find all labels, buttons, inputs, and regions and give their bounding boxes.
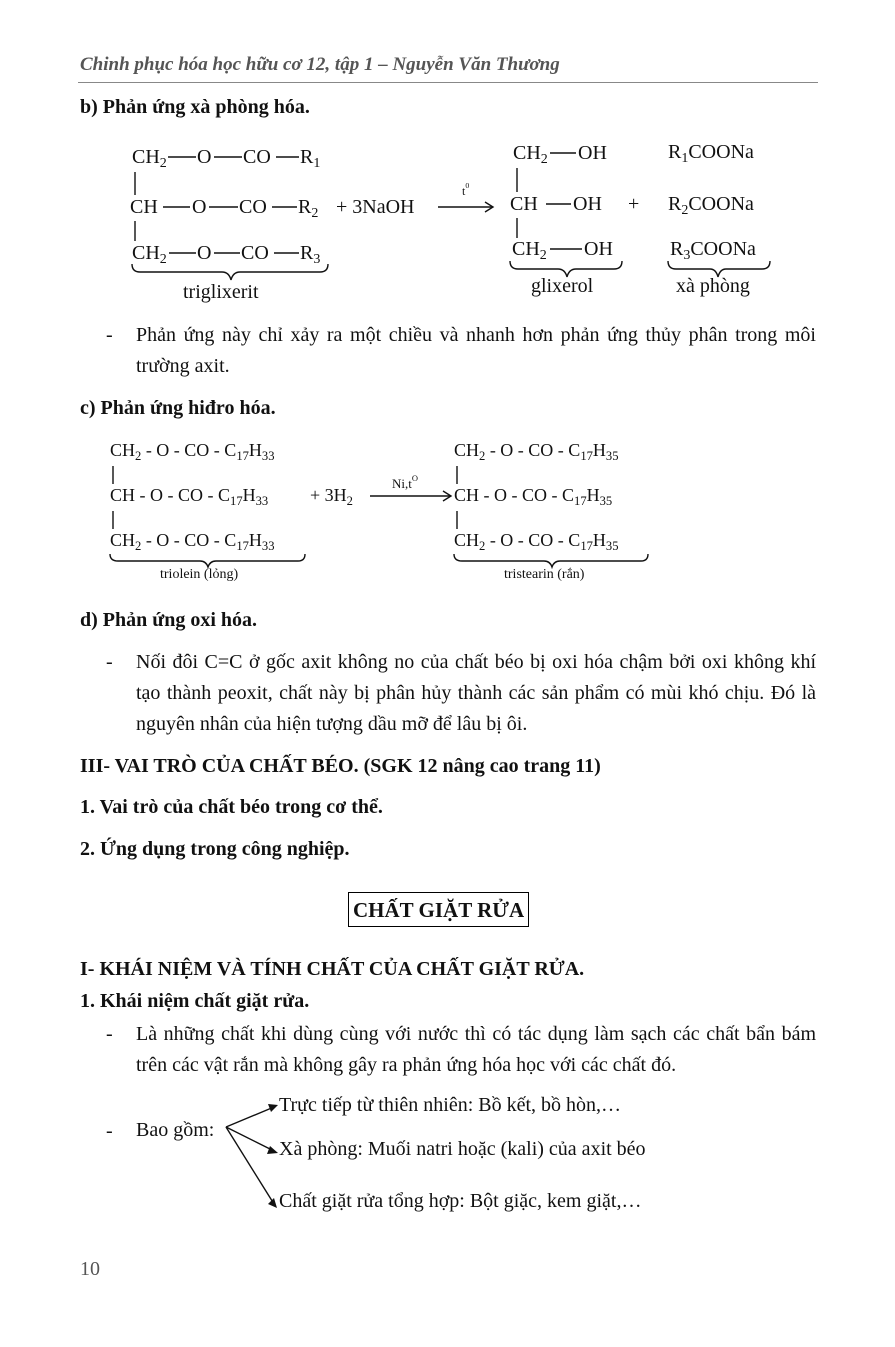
page-number: 10 <box>80 1258 100 1280</box>
bullet-dash: - <box>106 1023 113 1045</box>
brace <box>454 554 648 567</box>
salt-2: $R_2COONa$ <box>668 193 754 218</box>
product-row-2: CH <box>510 193 538 215</box>
note-oxidation: Nối đôi C=C ở gốc axit không no của chất béo bị oxi hóa chậm bởi oxi không khí tạo thành peoxit, chất này bị phân hủy thành các sản phẩm có mùi khó chịu. Đó là nguyên nhân của hiện tượng dầu mỡ để lâu bị ôi. <box>136 651 816 735</box>
label-glixerol: glixerol <box>531 275 594 297</box>
definition: Là những chất khi dùng cùng với nước thì có tác dụng làm sạch các chất bẩn bám trên các vật rắn mà không gây ra phản ứng hóa học với các chất đó. <box>136 1023 816 1076</box>
note-saponification: Phản ứng này chỉ xảy ra một chiều và nhanh hơn phản ứng thủy phân trong môi trường axit. <box>136 324 816 377</box>
reactant-row-2-r: $R_2$ <box>298 196 319 221</box>
label-triglixerit: triglixerit <box>183 281 259 303</box>
triolein-row-2: CH - O - CO - $C_{17}H_{33}$ <box>110 485 269 508</box>
tristearin-row-3: $CH_2$ - O - CO - $C_{17}H_{35}$ <box>454 530 619 553</box>
branch-arrow <box>226 1127 274 1151</box>
product-row-2-oh: OH <box>573 193 602 215</box>
branch-natural: Trực tiếp từ thiên nhiên: Bồ kết, bồ hòn,… <box>279 1094 622 1116</box>
label-xa-phong: xà phòng <box>676 275 750 297</box>
reactant-row-3-r: $R_3$ <box>300 242 321 267</box>
heading-hydrogenation: c) Phản ứng hiđro hóa. <box>80 397 276 419</box>
branch-synthetic: Chất giặt rửa tổng hợp: Bột giặc, kem giặt,… <box>279 1190 642 1212</box>
reagent-naoh: + 3NaOH <box>336 196 415 218</box>
tristearin-row-2: CH - O - CO - $C_{17}H_{35}$ <box>454 485 613 508</box>
branch-soap: Xà phòng: Muối natri hoặc (kali) của axit béo <box>279 1138 646 1160</box>
salt-3: $R_3COONa$ <box>670 238 756 263</box>
arrow-label-ni: $Ni,t^O$ <box>392 473 418 491</box>
arrowhead <box>268 1198 277 1208</box>
bullet-dash: - <box>106 651 113 673</box>
subheading-concept: 1. Khái niệm chất giặt rửa. <box>80 990 310 1012</box>
reactant-row-2: CH <box>130 196 158 218</box>
tristearin-row-1: $CH_2$ - O - CO - $C_{17}H_{35}$ <box>454 440 619 463</box>
item-role-body: 1. Vai trò của chất béo trong cơ thể. <box>80 796 383 818</box>
branch-arrow <box>226 1127 274 1204</box>
arrow-label-t: $t^0$ <box>462 181 470 198</box>
heading-concept: I- KHÁI NIỆM VÀ TÍNH CHẤT CỦA CHẤT GIẶT RỬA. <box>80 958 585 980</box>
reactant-row-1-r: $R_1$ <box>300 146 321 171</box>
label-tristearin: tristearin (rắn) <box>504 567 585 582</box>
reactant-row-1-co: CO <box>243 146 271 168</box>
salt-1: $R_1COONa$ <box>668 141 754 166</box>
reactant-row-3-co: CO <box>241 242 269 264</box>
boxed-title: CHẤT GIẶT RỬA <box>348 892 529 927</box>
heading-oxidation: d) Phản ứng oxi hóa. <box>80 609 258 631</box>
reactant-row-3: $CH_2$ <box>132 242 167 267</box>
arrowhead <box>267 1146 278 1154</box>
label-triolein: triolein (lỏng) <box>160 567 239 582</box>
branch-arrow <box>226 1107 274 1127</box>
arrowhead <box>268 1104 278 1112</box>
reactant-row-3-o: O <box>197 242 212 264</box>
brace <box>110 554 305 567</box>
reactant-row-1-o: O <box>197 146 212 168</box>
product-row-3: $CH_2$ <box>512 238 547 263</box>
reaction-arrow-head <box>443 491 451 501</box>
includes-label: Bao gồm: <box>136 1119 215 1141</box>
reagent-h2: + $3H_2$ <box>310 485 353 508</box>
bullet-dash: - <box>106 1120 113 1142</box>
product-row-3-oh: OH <box>584 238 613 260</box>
reaction-arrow-head <box>485 202 493 212</box>
running-header: Chinh phục hóa học hữu cơ 12, tập 1 – Nguyễn Văn Thương <box>80 54 560 75</box>
product-row-1: $CH_2$ <box>513 142 548 167</box>
heading-saponification: b) Phản ứng xà phòng hóa. <box>80 96 310 118</box>
reactant-row-2-co: CO <box>239 196 267 218</box>
triolein-row-3: $CH_2$ - O - CO - $C_{17}H_{33}$ <box>110 530 275 553</box>
reactant-row-1: $CH_2$ <box>132 146 167 171</box>
triolein-row-1: $CH_2$ - O - CO - $C_{17}H_{33}$ <box>110 440 275 463</box>
bullet-dash: - <box>106 324 113 346</box>
reactant-row-2-o: O <box>192 196 207 218</box>
header-rule <box>78 82 818 83</box>
heading-role: III- VAI TRÒ CỦA CHẤT BÉO. (SGK 12 nâng cao trang 11) <box>80 755 601 777</box>
item-industry: 2. Ứng dụng trong công nghiệp. <box>80 838 350 860</box>
product-plus: + <box>628 193 640 215</box>
product-row-1-oh: OH <box>578 142 607 164</box>
